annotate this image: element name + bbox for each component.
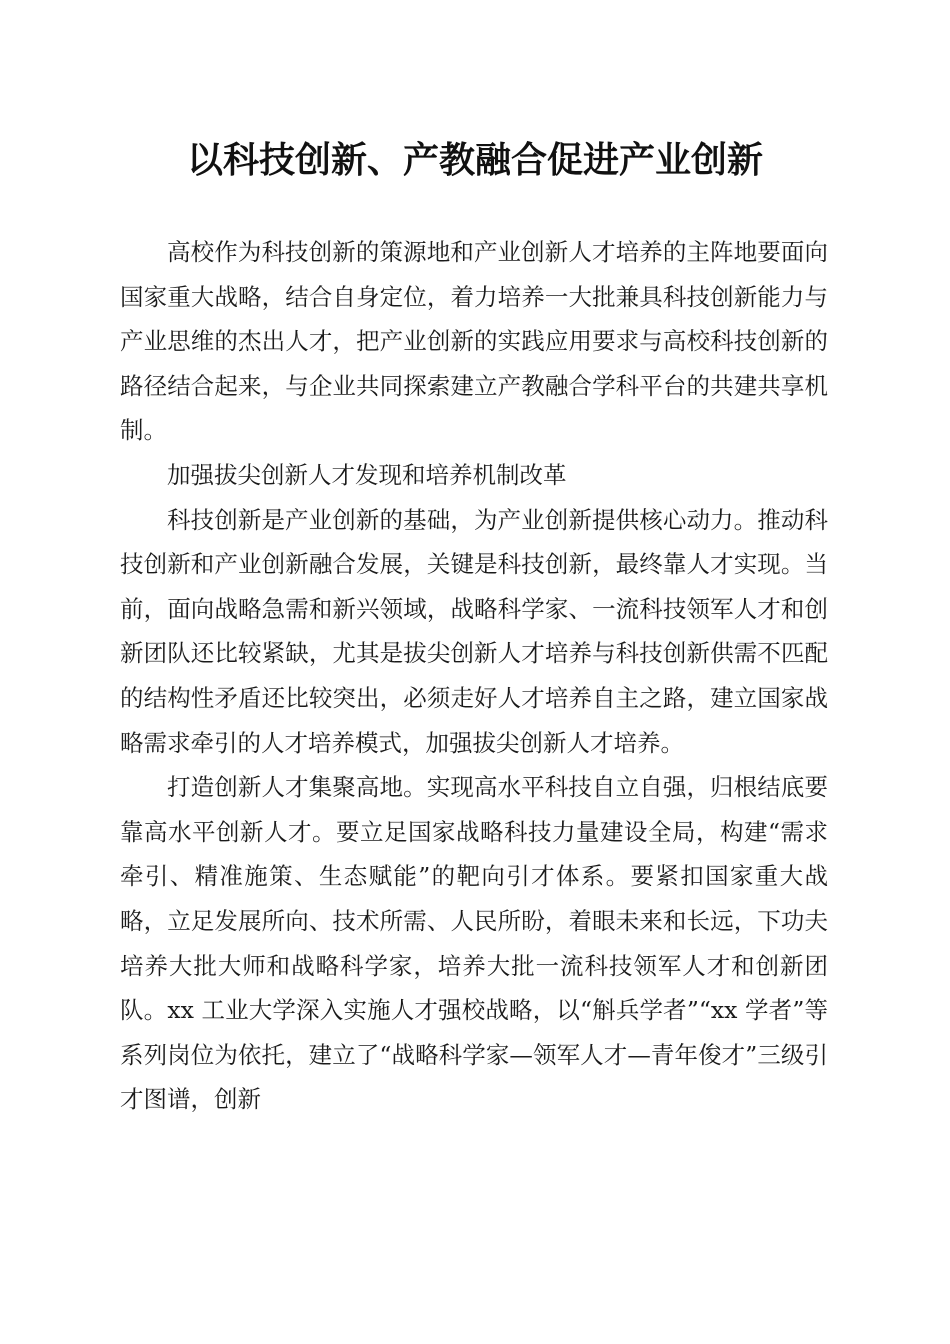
paragraph-foundation: 科技创新是产业创新的基础，为产业创新提供核心动力。推动科技创新和产业创新融合发展，关键是科技创新，最终靠人才实现。当前，面向战略急需和新兴领域，战略科学家、一流科技领军人才和创新团队还比较紧缺，尤其是拔尖创新人才培养与科技创新供需不匹配的结构性矛盾还比较突出，必须走好人才培养自主之路，建立国家战略需求牵引的人才培养模式，加强拔尖创新人才培养。 <box>120 505 828 757</box>
paragraph-talent-hub: 打造创新人才集聚高地。实现高水平科技自立自强，归根结底要靠高水平创新人才。要立足国家战略科技力量建设全局，构建“需求牵引、精准施策、生态赋能”的靶向引才体系。要紧扣国家重大战略，立足发展所向、技术所需、人民所盼，着眼未来和长远，下功夫培养大批大师和战略科学家，培养大批一流科技领军人才和创新团队。xx 工业大学深入实施人才强校战略，以“斛兵学者”“xx 学者”等系列岗位为依托，建立了“战略科学家—领军人才—青年俊才”三级引才图谱，创新 <box>120 773 828 1114</box>
section-heading: 加强拔尖创新人才发现和培养机制改革 <box>167 460 567 489</box>
document-title: 以科技创新、产教融合促进产业创新 <box>186 139 763 181</box>
paragraph-intro: 高校作为科技创新的策源地和产业创新人才培养的主阵地要面向国家重大战略，结合自身定位，着力培养一大批兼具科技创新能力与产业思维的杰出人才，把产业创新的实践应用要求与高校科技创新的路径结合起来，与企业共同探索建立产教融合学科平台的共建共享机制。 <box>120 238 828 445</box>
document-body <box>120 230 828 1122</box>
